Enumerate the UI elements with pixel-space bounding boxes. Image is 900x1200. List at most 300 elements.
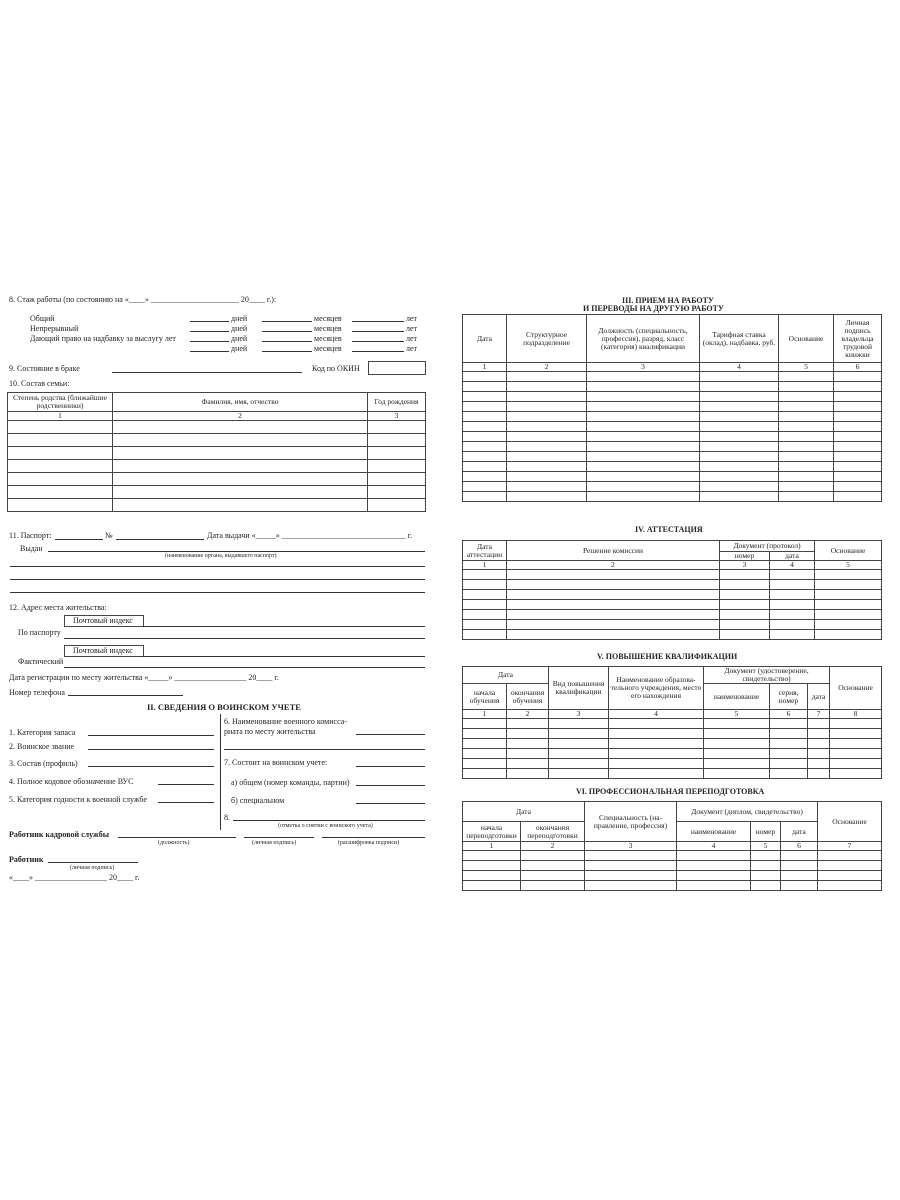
- s6-row-cell[interactable]: [751, 871, 781, 881]
- s4-row-cell[interactable]: [815, 630, 882, 640]
- s4-row-cell[interactable]: [770, 590, 815, 600]
- s3-row-cell[interactable]: [779, 392, 834, 402]
- s5-row-cell[interactable]: [549, 739, 609, 749]
- s3-row-cell[interactable]: [587, 492, 700, 502]
- s3-header-basis: Основание: [779, 315, 834, 363]
- s3-row-cell[interactable]: [587, 382, 700, 392]
- family-row-cell[interactable]: [113, 473, 368, 486]
- s3-header-unit: Структурное подразделение: [507, 315, 587, 363]
- s3-row-cell[interactable]: [779, 452, 834, 462]
- s8-days-label: дней: [231, 344, 248, 353]
- s4-row-cell[interactable]: [463, 630, 507, 640]
- family-row-cell[interactable]: [8, 421, 113, 434]
- military-item8: 8.: [224, 813, 230, 822]
- military-item-5: 5. Категория годности к военной службе: [9, 795, 147, 804]
- s5-header-docdate: дата: [808, 684, 830, 710]
- s3-row-cell[interactable]: [700, 442, 779, 452]
- family-row: [8, 421, 426, 434]
- family-row: [8, 434, 426, 447]
- s3-row-cell[interactable]: [463, 472, 507, 482]
- by-passport-label: По паспорту: [18, 628, 61, 637]
- s3-row-cell[interactable]: [834, 392, 882, 402]
- s3-row-cell[interactable]: [779, 382, 834, 392]
- issued-by-line-4[interactable]: [10, 592, 425, 593]
- s8-months-field[interactable]: [262, 331, 312, 332]
- s3-row-cell[interactable]: [463, 372, 507, 382]
- s4-row-cell[interactable]: [463, 580, 507, 590]
- actual-address-line-1[interactable]: [142, 656, 425, 657]
- s3-num: 3: [587, 363, 700, 372]
- s5-row-cell[interactable]: [830, 719, 882, 729]
- s5-row-cell[interactable]: [507, 719, 549, 729]
- s5-row-cell[interactable]: [704, 729, 770, 739]
- s3-row-cell[interactable]: [463, 442, 507, 452]
- hr-note-position: (должность): [158, 840, 190, 846]
- s5-row-cell[interactable]: [609, 719, 704, 729]
- s3-row-cell[interactable]: [463, 452, 507, 462]
- s5-row-cell[interactable]: [770, 769, 808, 779]
- s3-row-cell[interactable]: [779, 402, 834, 412]
- military-item-5-field[interactable]: [158, 802, 214, 803]
- s5-row-cell[interactable]: [808, 729, 830, 739]
- s3-row-cell[interactable]: [834, 472, 882, 482]
- s3-row-cell[interactable]: [700, 452, 779, 462]
- s5-row-cell[interactable]: [507, 749, 549, 759]
- s4-row-cell[interactable]: [507, 610, 720, 620]
- family-row-cell[interactable]: [8, 486, 113, 499]
- family-row-cell[interactable]: [8, 473, 113, 486]
- s6-row: [463, 871, 882, 881]
- s3-row: [463, 432, 882, 442]
- s4-row-cell[interactable]: [815, 580, 882, 590]
- postal-label-2: Почтовый индекс: [73, 646, 133, 655]
- s5-row-cell[interactable]: [704, 749, 770, 759]
- s5-row-cell[interactable]: [549, 729, 609, 739]
- military-item6-field-2[interactable]: [224, 749, 425, 750]
- s3-row-cell[interactable]: [834, 452, 882, 462]
- s3-row-cell[interactable]: [507, 452, 587, 462]
- s5-row-cell[interactable]: [830, 739, 882, 749]
- s3-row-cell[interactable]: [463, 432, 507, 442]
- s3-row-cell[interactable]: [779, 432, 834, 442]
- family-row-cell[interactable]: [113, 421, 368, 434]
- s4-row-cell[interactable]: [463, 600, 507, 610]
- s4-row-cell[interactable]: [770, 600, 815, 610]
- s6-header-end: окончания переподготовки: [521, 822, 585, 842]
- s3-row-cell[interactable]: [587, 412, 700, 422]
- s8-years-field[interactable]: [352, 351, 404, 352]
- s3-row-cell[interactable]: [507, 472, 587, 482]
- address-label: 12. Адрес места жительства:: [9, 603, 107, 612]
- s6-row-cell[interactable]: [521, 881, 585, 891]
- s5-row-cell[interactable]: [463, 729, 507, 739]
- s5-row-cell[interactable]: [808, 769, 830, 779]
- s3-row-cell[interactable]: [587, 442, 700, 452]
- s4-row-cell[interactable]: [770, 620, 815, 630]
- s8-months-field[interactable]: [262, 351, 312, 352]
- s5-title: V. ПОВЫШЕНИЕ КВАЛИФИКАЦИИ: [597, 652, 738, 661]
- s5-row-cell[interactable]: [463, 769, 507, 779]
- s8-days-field[interactable]: [190, 331, 229, 332]
- s5-row-cell[interactable]: [549, 749, 609, 759]
- s3-row-cell[interactable]: [834, 432, 882, 442]
- family-row-cell[interactable]: [8, 434, 113, 447]
- s4-row-cell[interactable]: [770, 610, 815, 620]
- s5-row-cell[interactable]: [609, 729, 704, 739]
- s5-row-cell[interactable]: [704, 769, 770, 779]
- s3-row-cell[interactable]: [587, 452, 700, 462]
- s6-row-cell[interactable]: [751, 881, 781, 891]
- passport-label: 11. Паспорт:: [9, 531, 52, 540]
- s6-row-cell[interactable]: [585, 871, 677, 881]
- s3-row-cell[interactable]: [463, 482, 507, 492]
- s5-header-start: начала обучения: [463, 684, 507, 710]
- s3-row-cell[interactable]: [779, 422, 834, 432]
- s3-row-cell[interactable]: [507, 382, 587, 392]
- s4-row-cell[interactable]: [770, 570, 815, 580]
- s5-row-cell[interactable]: [830, 769, 882, 779]
- s3-row-cell[interactable]: [779, 412, 834, 422]
- military-item-2-field[interactable]: [88, 749, 214, 750]
- s4-row-cell[interactable]: [720, 600, 770, 610]
- s5-row-cell[interactable]: [463, 749, 507, 759]
- s6-row-cell[interactable]: [463, 861, 521, 871]
- s8-months-field[interactable]: [262, 321, 312, 322]
- s3-row-cell[interactable]: [463, 412, 507, 422]
- passport-address-line-1[interactable]: [142, 626, 425, 627]
- s8-days-field[interactable]: [190, 341, 229, 342]
- passport-series-field[interactable]: [55, 539, 103, 540]
- s5-row-cell[interactable]: [830, 749, 882, 759]
- s8-days-field[interactable]: [190, 321, 229, 322]
- s3-row-cell[interactable]: [507, 462, 587, 472]
- s4-row-cell[interactable]: [463, 570, 507, 580]
- family-row-cell[interactable]: [113, 434, 368, 447]
- military-item-3-field[interactable]: [88, 766, 214, 767]
- s3-row-cell[interactable]: [700, 382, 779, 392]
- s4-row-cell[interactable]: [770, 630, 815, 640]
- s3-row-cell[interactable]: [779, 472, 834, 482]
- s3-row-cell[interactable]: [507, 482, 587, 492]
- s3-row-cell[interactable]: [779, 442, 834, 452]
- passport-address-line-2[interactable]: [64, 638, 425, 639]
- hr-note-decode: (расшифровка подписи): [338, 840, 400, 846]
- s3-row-cell[interactable]: [834, 492, 882, 502]
- military-item-4-field[interactable]: [158, 784, 214, 785]
- military-title: II. СВЕДЕНИЯ О ВОИНСКОМ УЧЕТЕ: [147, 702, 301, 712]
- military-item6: 6. Наименование военного комисса-: [224, 717, 347, 726]
- s6-num: 3: [585, 842, 677, 851]
- s4-header-docdate: дата: [770, 552, 815, 561]
- s5-row-cell[interactable]: [507, 739, 549, 749]
- s4-row-cell[interactable]: [463, 620, 507, 630]
- s6-row-cell[interactable]: [818, 881, 882, 891]
- s8-years-label: лет: [406, 324, 418, 333]
- s3-row-cell[interactable]: [507, 392, 587, 402]
- s3-row-cell[interactable]: [700, 432, 779, 442]
- s3-row-cell[interactable]: [507, 492, 587, 502]
- s3-row-cell[interactable]: [700, 462, 779, 472]
- s5-row-cell[interactable]: [463, 719, 507, 729]
- s8-row-bonus: Дающий право на надбавку за выслугу лет: [30, 334, 176, 343]
- family-row-cell[interactable]: [368, 447, 426, 460]
- s4-row-cell[interactable]: [815, 590, 882, 600]
- s4-row-cell[interactable]: [507, 620, 720, 630]
- family-row-cell[interactable]: [113, 460, 368, 473]
- s4-row-cell[interactable]: [507, 590, 720, 600]
- s4-row-cell[interactable]: [507, 570, 720, 580]
- s3-row-cell[interactable]: [587, 422, 700, 432]
- s4-row-cell[interactable]: [720, 590, 770, 600]
- s3-row-cell[interactable]: [700, 402, 779, 412]
- s4-row-cell[interactable]: [720, 610, 770, 620]
- s5-row-cell[interactable]: [808, 719, 830, 729]
- s6-row-cell[interactable]: [585, 861, 677, 871]
- s4-row-cell[interactable]: [770, 580, 815, 590]
- military-item8-field[interactable]: [233, 820, 425, 821]
- s5-row-cell[interactable]: [770, 759, 808, 769]
- s3-row: [463, 482, 882, 492]
- s3-row-cell[interactable]: [507, 422, 587, 432]
- footer-date: «____» __________________ 20____ г.: [9, 873, 140, 882]
- s3-row-cell[interactable]: [779, 462, 834, 472]
- s6-row-cell[interactable]: [781, 871, 818, 881]
- passport-number-field[interactable]: [116, 539, 204, 540]
- s3-row-cell[interactable]: [463, 392, 507, 402]
- s4-row-cell[interactable]: [815, 610, 882, 620]
- s8-months-field[interactable]: [262, 341, 312, 342]
- registration-date: Дата регистрации по месту жительства «_____» __________________ 20____ г.: [9, 673, 279, 682]
- s3-row-cell[interactable]: [463, 492, 507, 502]
- s6-row-cell[interactable]: [818, 871, 882, 881]
- phone-field[interactable]: [68, 695, 183, 696]
- s6-row-cell[interactable]: [751, 861, 781, 871]
- s8-days-field[interactable]: [190, 351, 229, 352]
- s5-row-cell[interactable]: [770, 729, 808, 739]
- s5-row-cell[interactable]: [609, 769, 704, 779]
- actual-address-line-2[interactable]: [64, 667, 425, 668]
- s3-row-cell[interactable]: [834, 412, 882, 422]
- s3-row-cell[interactable]: [834, 382, 882, 392]
- military-item7a-field[interactable]: [356, 785, 425, 786]
- military-item8-note: (отметка о снятии с воинского учета): [278, 823, 373, 829]
- family-row-cell[interactable]: [368, 499, 426, 512]
- s3-row-cell[interactable]: [834, 372, 882, 382]
- s5-row-cell[interactable]: [770, 739, 808, 749]
- s5-num: 7: [808, 710, 830, 719]
- s5-row-cell[interactable]: [507, 769, 549, 779]
- s3-row-cell[interactable]: [507, 402, 587, 412]
- s8-row-general: Общий: [30, 314, 55, 323]
- family-row-cell[interactable]: [8, 447, 113, 460]
- s3-row-cell[interactable]: [507, 442, 587, 452]
- s5-row-cell[interactable]: [507, 729, 549, 739]
- s3-row-cell[interactable]: [463, 402, 507, 412]
- s5-row-cell[interactable]: [609, 759, 704, 769]
- s6-row-cell[interactable]: [818, 861, 882, 871]
- s5-row-cell[interactable]: [830, 759, 882, 769]
- s6-row-cell[interactable]: [677, 881, 751, 891]
- s3-row-cell[interactable]: [700, 422, 779, 432]
- military-item7: 7. Состоит на воинском учете:: [224, 758, 328, 767]
- s3-row-cell[interactable]: [463, 462, 507, 472]
- s4-row: [463, 570, 882, 580]
- s5-row: [463, 729, 882, 739]
- s4-row-cell[interactable]: [720, 620, 770, 630]
- qualification-table: [462, 666, 882, 779]
- s5-row-cell[interactable]: [808, 739, 830, 749]
- hr-position-field[interactable]: [118, 837, 236, 838]
- s5-row-cell[interactable]: [704, 759, 770, 769]
- s3-row-cell[interactable]: [463, 422, 507, 432]
- s5-row-cell[interactable]: [463, 739, 507, 749]
- s3-row-cell[interactable]: [507, 412, 587, 422]
- s6-row-cell[interactable]: [463, 851, 521, 861]
- s6-row-cell[interactable]: [585, 851, 677, 861]
- s5-row-cell[interactable]: [463, 759, 507, 769]
- hr-signature-decode-field[interactable]: [322, 837, 425, 838]
- s3-row-cell[interactable]: [779, 482, 834, 492]
- okin-field[interactable]: [368, 361, 426, 375]
- s4-num: 4: [770, 561, 815, 570]
- s5-row-cell[interactable]: [549, 769, 609, 779]
- s4-row-cell[interactable]: [507, 630, 720, 640]
- s6-row-cell[interactable]: [677, 851, 751, 861]
- s3-row-cell[interactable]: [587, 462, 700, 472]
- passport-no-label: №: [105, 531, 113, 540]
- family-row-cell[interactable]: [368, 421, 426, 434]
- s6-row-cell[interactable]: [751, 851, 781, 861]
- s3-row-cell[interactable]: [834, 462, 882, 472]
- family-row-cell[interactable]: [368, 486, 426, 499]
- s5-header-kind: Вид повышения квалификации: [549, 667, 609, 710]
- s3-row-cell[interactable]: [834, 442, 882, 452]
- military-item6b: риата по месту жительства: [224, 727, 316, 736]
- s3-row-cell[interactable]: [700, 412, 779, 422]
- s6-row-cell[interactable]: [463, 881, 521, 891]
- s3-row-cell[interactable]: [587, 472, 700, 482]
- s4-row-cell[interactable]: [720, 580, 770, 590]
- s3-row-cell[interactable]: [700, 482, 779, 492]
- s5-row-cell[interactable]: [549, 719, 609, 729]
- s3-row-cell[interactable]: [587, 392, 700, 402]
- family-row-cell[interactable]: [8, 499, 113, 512]
- s5-row-cell[interactable]: [549, 759, 609, 769]
- s6-row-cell[interactable]: [521, 871, 585, 881]
- s4-row-cell[interactable]: [507, 580, 720, 590]
- s6-row-cell[interactable]: [781, 861, 818, 871]
- military-item6-field[interactable]: [356, 734, 425, 735]
- s3-row-cell[interactable]: [700, 492, 779, 502]
- s4-row-cell[interactable]: [463, 610, 507, 620]
- s4-row-cell[interactable]: [720, 570, 770, 580]
- s5-row-cell[interactable]: [507, 759, 549, 769]
- marital-status-field[interactable]: [112, 372, 302, 373]
- s5-row-cell[interactable]: [609, 739, 704, 749]
- s5-row-cell[interactable]: [808, 759, 830, 769]
- s6-row-cell[interactable]: [585, 881, 677, 891]
- family-row-cell[interactable]: [368, 473, 426, 486]
- s3-row-cell[interactable]: [834, 402, 882, 412]
- s3-row-cell[interactable]: [834, 482, 882, 492]
- issued-by-label: Выдан: [20, 544, 43, 553]
- s3-row-cell[interactable]: [700, 472, 779, 482]
- family-row-cell[interactable]: [8, 460, 113, 473]
- family-table: [7, 392, 426, 512]
- s6-row-cell[interactable]: [781, 851, 818, 861]
- s4-row-cell[interactable]: [463, 590, 507, 600]
- family-row: [8, 460, 426, 473]
- s6-row-cell[interactable]: [521, 861, 585, 871]
- s5-row-cell[interactable]: [770, 749, 808, 759]
- s3-row-cell[interactable]: [700, 372, 779, 382]
- s3-row-cell[interactable]: [700, 392, 779, 402]
- worker-label: Работник: [9, 855, 44, 864]
- s6-header-basis: Основание: [818, 802, 882, 842]
- s3-row-cell[interactable]: [587, 482, 700, 492]
- issued-by-line-3[interactable]: [10, 579, 425, 580]
- family-row-cell[interactable]: [113, 499, 368, 512]
- military-item7b-field[interactable]: [356, 803, 425, 804]
- s3-row-cell[interactable]: [779, 492, 834, 502]
- s8-years-field[interactable]: [352, 341, 404, 342]
- s5-num: 1: [463, 710, 507, 719]
- s6-row-cell[interactable]: [781, 881, 818, 891]
- s5-row-cell[interactable]: [704, 719, 770, 729]
- family-row-cell[interactable]: [113, 447, 368, 460]
- s5-row-cell[interactable]: [830, 729, 882, 739]
- worker-signature-field[interactable]: [48, 862, 138, 863]
- family-row-cell[interactable]: [113, 486, 368, 499]
- s3-row-cell[interactable]: [463, 382, 507, 392]
- s3-row-cell[interactable]: [507, 432, 587, 442]
- issued-by-line-2[interactable]: [10, 566, 425, 567]
- family-row-cell[interactable]: [368, 434, 426, 447]
- hr-signature-field[interactable]: [244, 837, 314, 838]
- s4-row-cell[interactable]: [815, 570, 882, 580]
- s3-row-cell[interactable]: [587, 402, 700, 412]
- s6-row-cell[interactable]: [818, 851, 882, 861]
- s4-row-cell[interactable]: [815, 620, 882, 630]
- military-item7a: а) общем (номер команды, партии): [231, 778, 350, 787]
- military-item-1-field[interactable]: [88, 735, 214, 736]
- s5-row-cell[interactable]: [609, 749, 704, 759]
- s6-row: [463, 861, 882, 871]
- s4-row-cell[interactable]: [507, 600, 720, 610]
- s6-title: VI. ПРОФЕССИОНАЛЬНАЯ ПЕРЕПОДГОТОВКА: [576, 787, 765, 796]
- s3-row-cell[interactable]: [834, 422, 882, 432]
- s6-num: 4: [677, 842, 751, 851]
- s6-row-cell[interactable]: [521, 851, 585, 861]
- s5-row-cell[interactable]: [704, 739, 770, 749]
- s4-row-cell[interactable]: [720, 630, 770, 640]
- s4-row-cell[interactable]: [815, 600, 882, 610]
- s3-row-cell[interactable]: [779, 372, 834, 382]
- phone-label: Номер телефона: [9, 688, 65, 697]
- s8-years-field[interactable]: [352, 331, 404, 332]
- s6-row-cell[interactable]: [463, 871, 521, 881]
- s3-row-cell[interactable]: [507, 372, 587, 382]
- s3-row-cell[interactable]: [587, 432, 700, 442]
- s5-row-cell[interactable]: [808, 749, 830, 759]
- s8-years-field[interactable]: [352, 321, 404, 322]
- s5-row-cell[interactable]: [770, 719, 808, 729]
- s6-row-cell[interactable]: [677, 861, 751, 871]
- family-row-cell[interactable]: [368, 460, 426, 473]
- s3-row-cell[interactable]: [587, 372, 700, 382]
- s6-row-cell[interactable]: [677, 871, 751, 881]
- military-item7-field[interactable]: [356, 766, 425, 767]
